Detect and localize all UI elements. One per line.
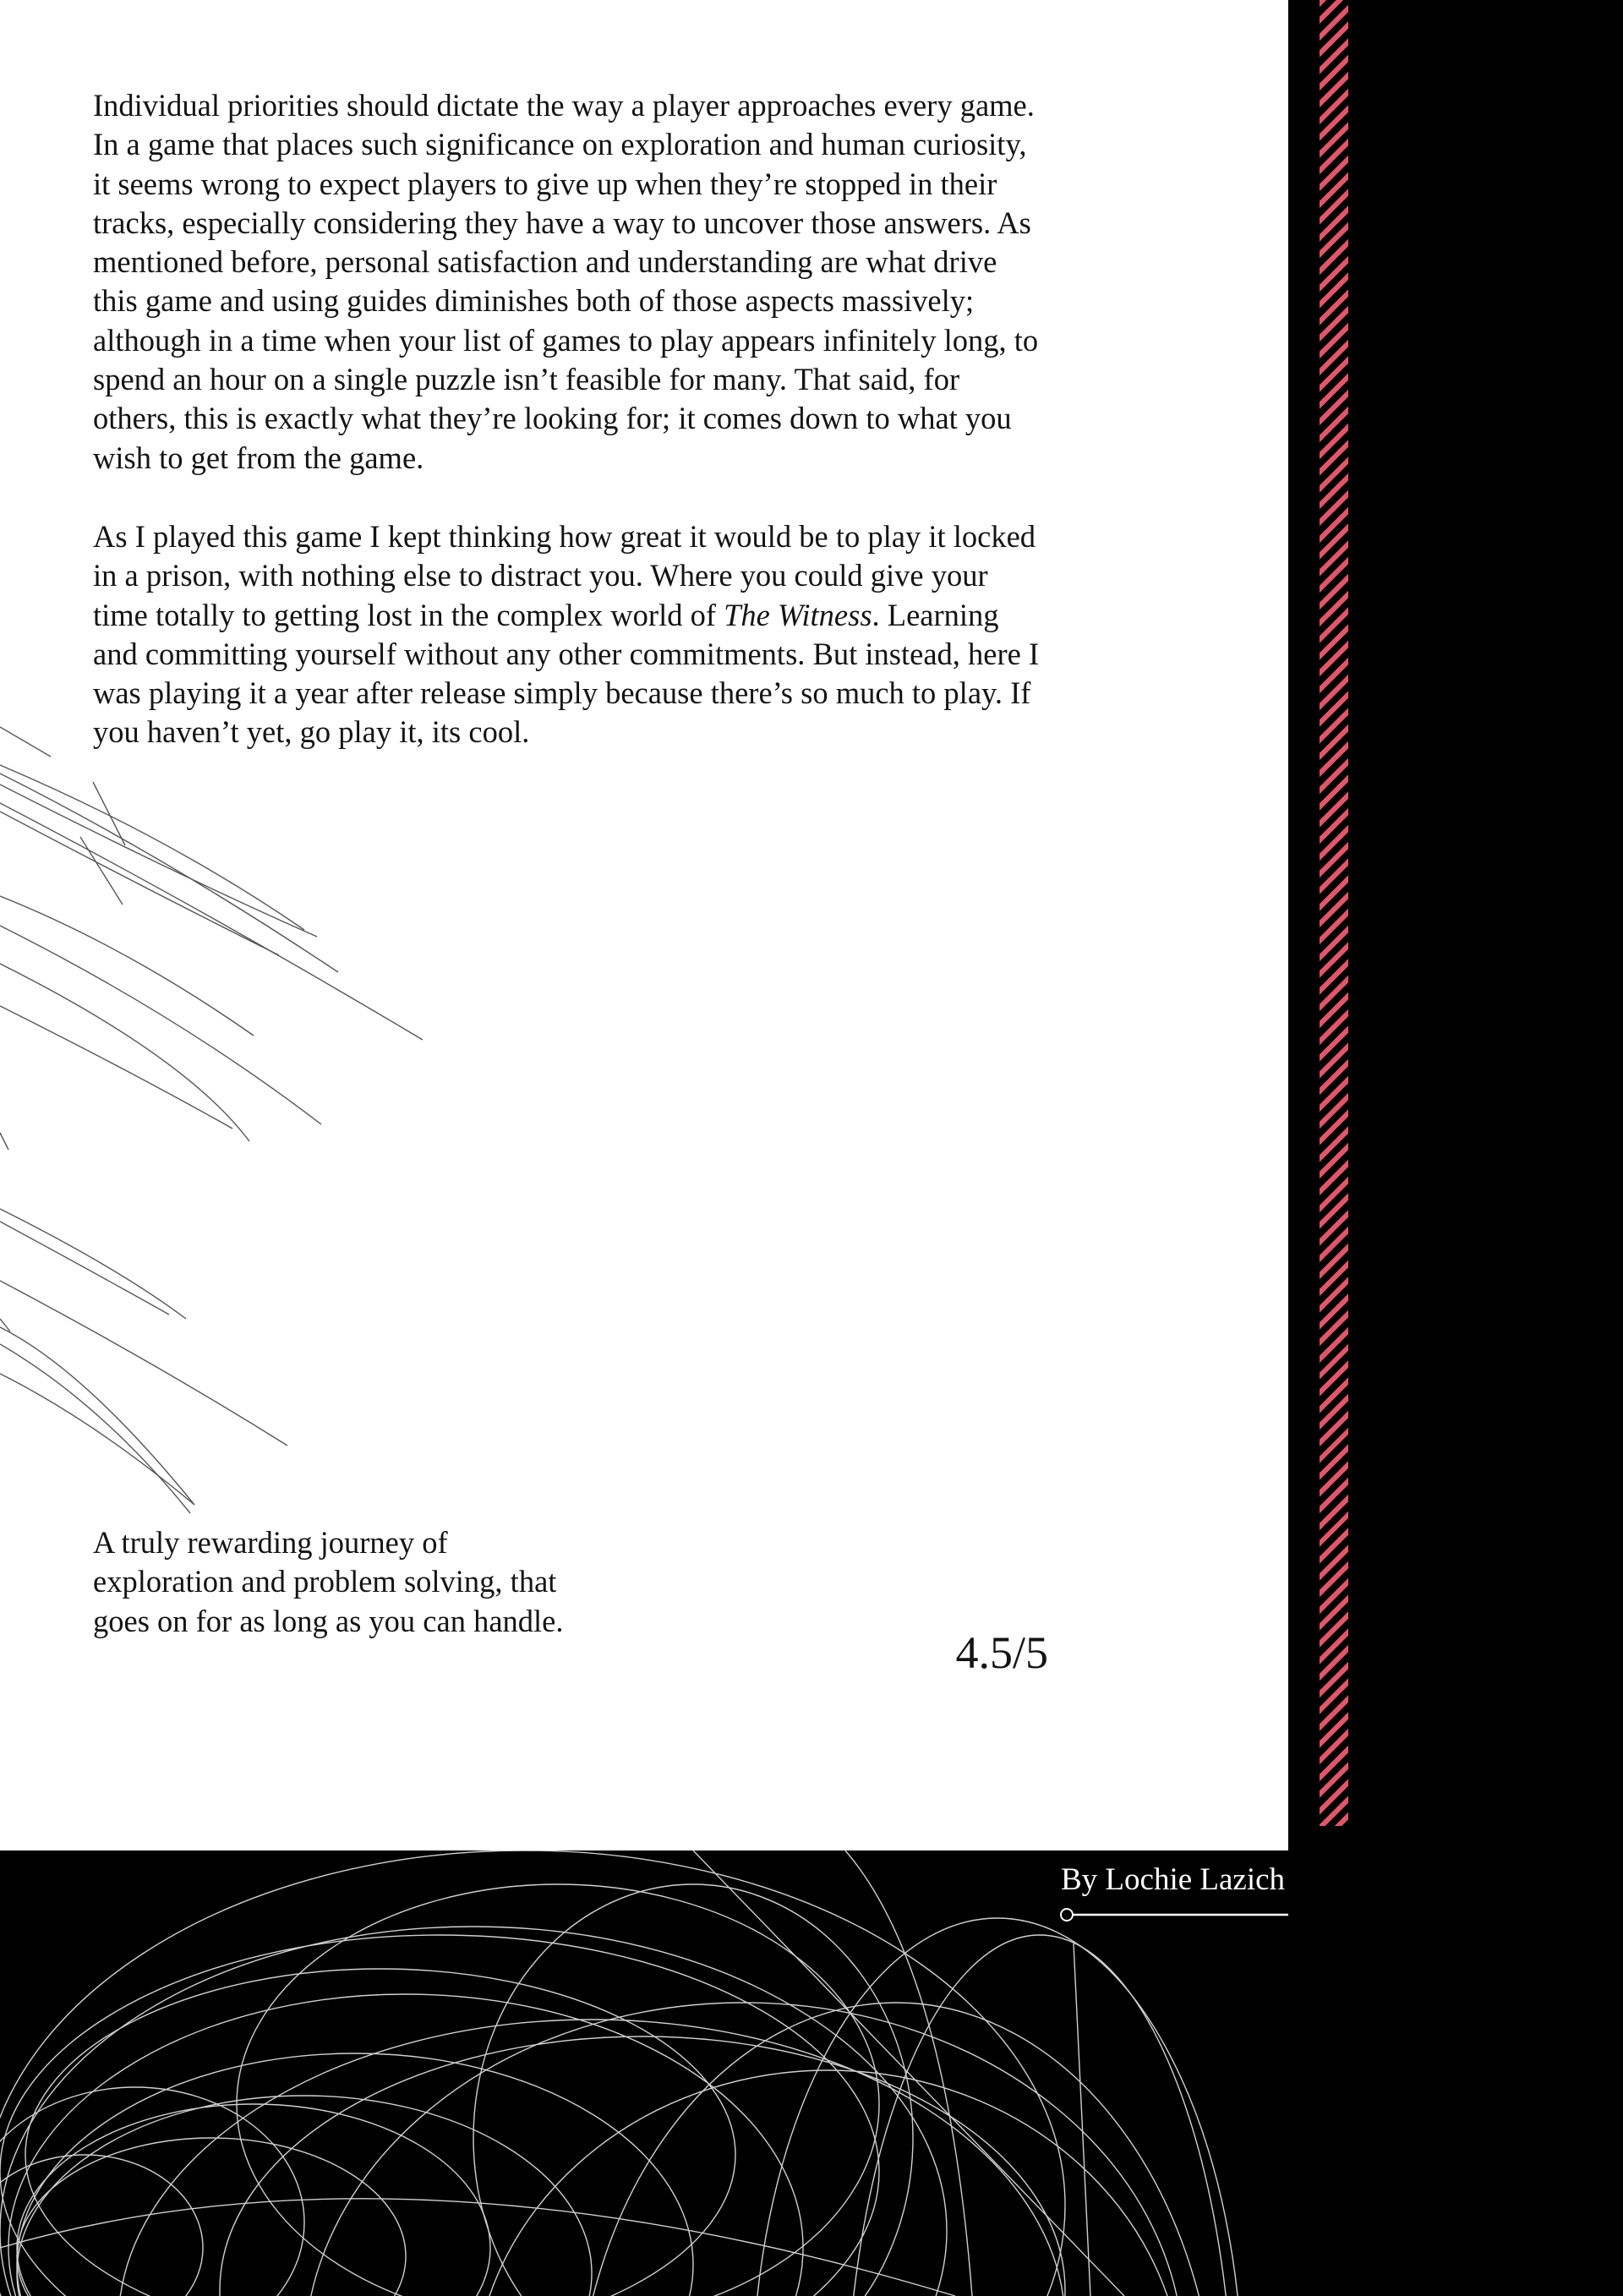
author-byline: By Lochie Lazich — [1061, 1862, 1286, 1897]
review-score: 4.5/5 — [955, 1627, 1048, 1678]
accent-stripe — [1320, 0, 1348, 1826]
body-paragraph-2 — [93, 517, 1048, 752]
byline-rule — [1058, 1906, 1288, 1923]
paragraph-2-text-end: . Learning and committing yourself without any other commitments. But instead, here I was playing it a year after release simply because there’s so much to play. If you haven’t yet, go play it, its cool. — [93, 597, 1040, 750]
body-paragraph-1: Individual priorities should dictate the way a player approaches every game. In a game that places such significance on exploration and human curiosity, it seems wrong to expect players to give up when they’re stopped in their tracks, especially considering they have a way to uncover those answers. As mentioned before, personal satisfaction and understanding are what drive this game and using guides diminishes both of those aspects massively; although in a time when your list of games to play appears infinitely long, to spend an hour on a single puzzle isn’t feasible for many. That said, for others, this is exactly what they’re looking for; it comes down to what you wish to get from the game. — [93, 88, 1039, 475]
game-title-italic: The Witness — [724, 597, 872, 632]
paragraph-2-text-start: As I played this game I kept thinking how great it would be to play it locked in a prison, with nothing else to distract you. Where you could give your time totally to getting lost in the complex world of — [93, 519, 1036, 632]
review-verdict: A truly rewarding journey of exploration and problem solving, that goes on for as long as you can handle. — [93, 1525, 564, 1638]
orbit-lines-decoration — [0, 1850, 1623, 2296]
